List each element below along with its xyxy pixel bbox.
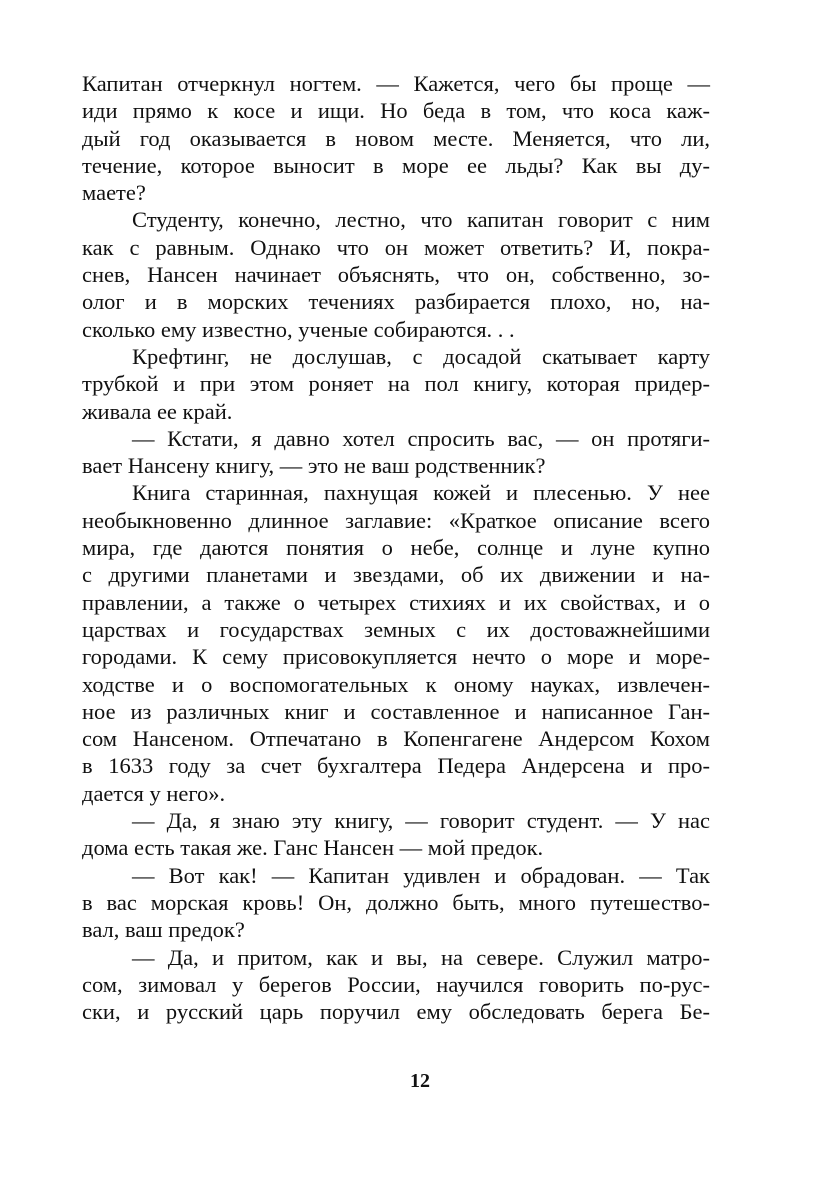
text-line: сом, зимовал у берегов России, научился говорить по-рус- bbox=[82, 971, 710, 997]
text-line: Студенту, конечно, лестно, что капитан говорит с ним bbox=[132, 207, 710, 233]
text-line: сом Нансеном. Отпечатано в Копенгагене Андерсом Кохом bbox=[82, 726, 710, 752]
text-line: вает Нансену книгу, — это не ваш родственник? bbox=[82, 453, 546, 479]
text-line: правлении, а также о четырех стихиях и их свойствах, и о bbox=[82, 589, 710, 615]
text-line: — Вот как! — Капитан удивлен и обрадован. — Так bbox=[132, 862, 710, 888]
text-line: как с равным. Однако что он может ответить? И, покра- bbox=[82, 234, 710, 260]
text-line: Крефтинг, не дослушав, с досадой скатывает карту bbox=[132, 343, 710, 369]
text-line: сколько ему известно, ученые собираются. . . bbox=[82, 316, 515, 342]
text-line: необыкновенно длинное заглавие: «Краткое описание всего bbox=[82, 507, 710, 533]
text-line: дома есть такая же. Ганс Нансен — мой предок. bbox=[82, 835, 544, 861]
text-line: трубкой и при этом роняет на пол книгу, которая придер- bbox=[82, 371, 710, 397]
text-line: снев, Нансен начинает объяснять, что он, собственно, зо- bbox=[82, 262, 710, 288]
text-line: мира, где даются понятия о небе, солнце и луне купно bbox=[82, 535, 710, 561]
text-line: — Да, и притом, как и вы, на севере. Служил матро- bbox=[132, 944, 710, 970]
text-line: царствах и государствах земных с их достоважнейшими bbox=[82, 616, 710, 642]
page-body bbox=[82, 70, 710, 1025]
page-number: 12 bbox=[410, 1070, 430, 1092]
text-line: городами. К сему присовокупляется нечто о море и море- bbox=[82, 644, 710, 670]
text-line: дый год оказывается в новом месте. Меняется, что ли, bbox=[82, 125, 710, 151]
text-line: — Да, я знаю эту книгу, — говорит студент. — У нас bbox=[132, 808, 710, 834]
text-line: вал, ваш предок? bbox=[82, 917, 245, 943]
text-line: с другими планетами и звездами, об их движении и на- bbox=[82, 562, 710, 588]
text-line: Капитан отчеркнул ногтем. — Кажется, чего бы проще — bbox=[82, 71, 710, 96]
text-line: в 1633 году за счет бухгалтера Педера Андерсена и про- bbox=[82, 753, 710, 779]
text-line: течение, которое выносит в море ее льды? Как вы ду- bbox=[82, 152, 710, 178]
text-line: олог и в морских течениях разбирается плохо, но, на- bbox=[82, 289, 710, 315]
text-line: ное из различных книг и составленное и написанное Ган- bbox=[82, 698, 710, 724]
text-line: в вас морская кровь! Он, должно быть, много путешество- bbox=[82, 889, 710, 915]
text-line: ходстве и о воспомогательных к оному науках, извлечен- bbox=[82, 671, 710, 697]
text-line: живала ее край. bbox=[82, 398, 233, 424]
text-line: иди прямо к косе и ищи. Но беда в том, что коса каж- bbox=[82, 98, 710, 124]
text-line: — Кстати, я давно хотел спросить вас, — он протяги- bbox=[132, 425, 710, 451]
text-line: Книга старинная, пахнущая кожей и плесенью. У нее bbox=[132, 480, 710, 506]
text-line: дается у него». bbox=[82, 780, 226, 806]
text-line: маете? bbox=[82, 180, 146, 206]
text-line: ски, и русский царь поручил ему обследовать берега Бе- bbox=[82, 999, 710, 1025]
